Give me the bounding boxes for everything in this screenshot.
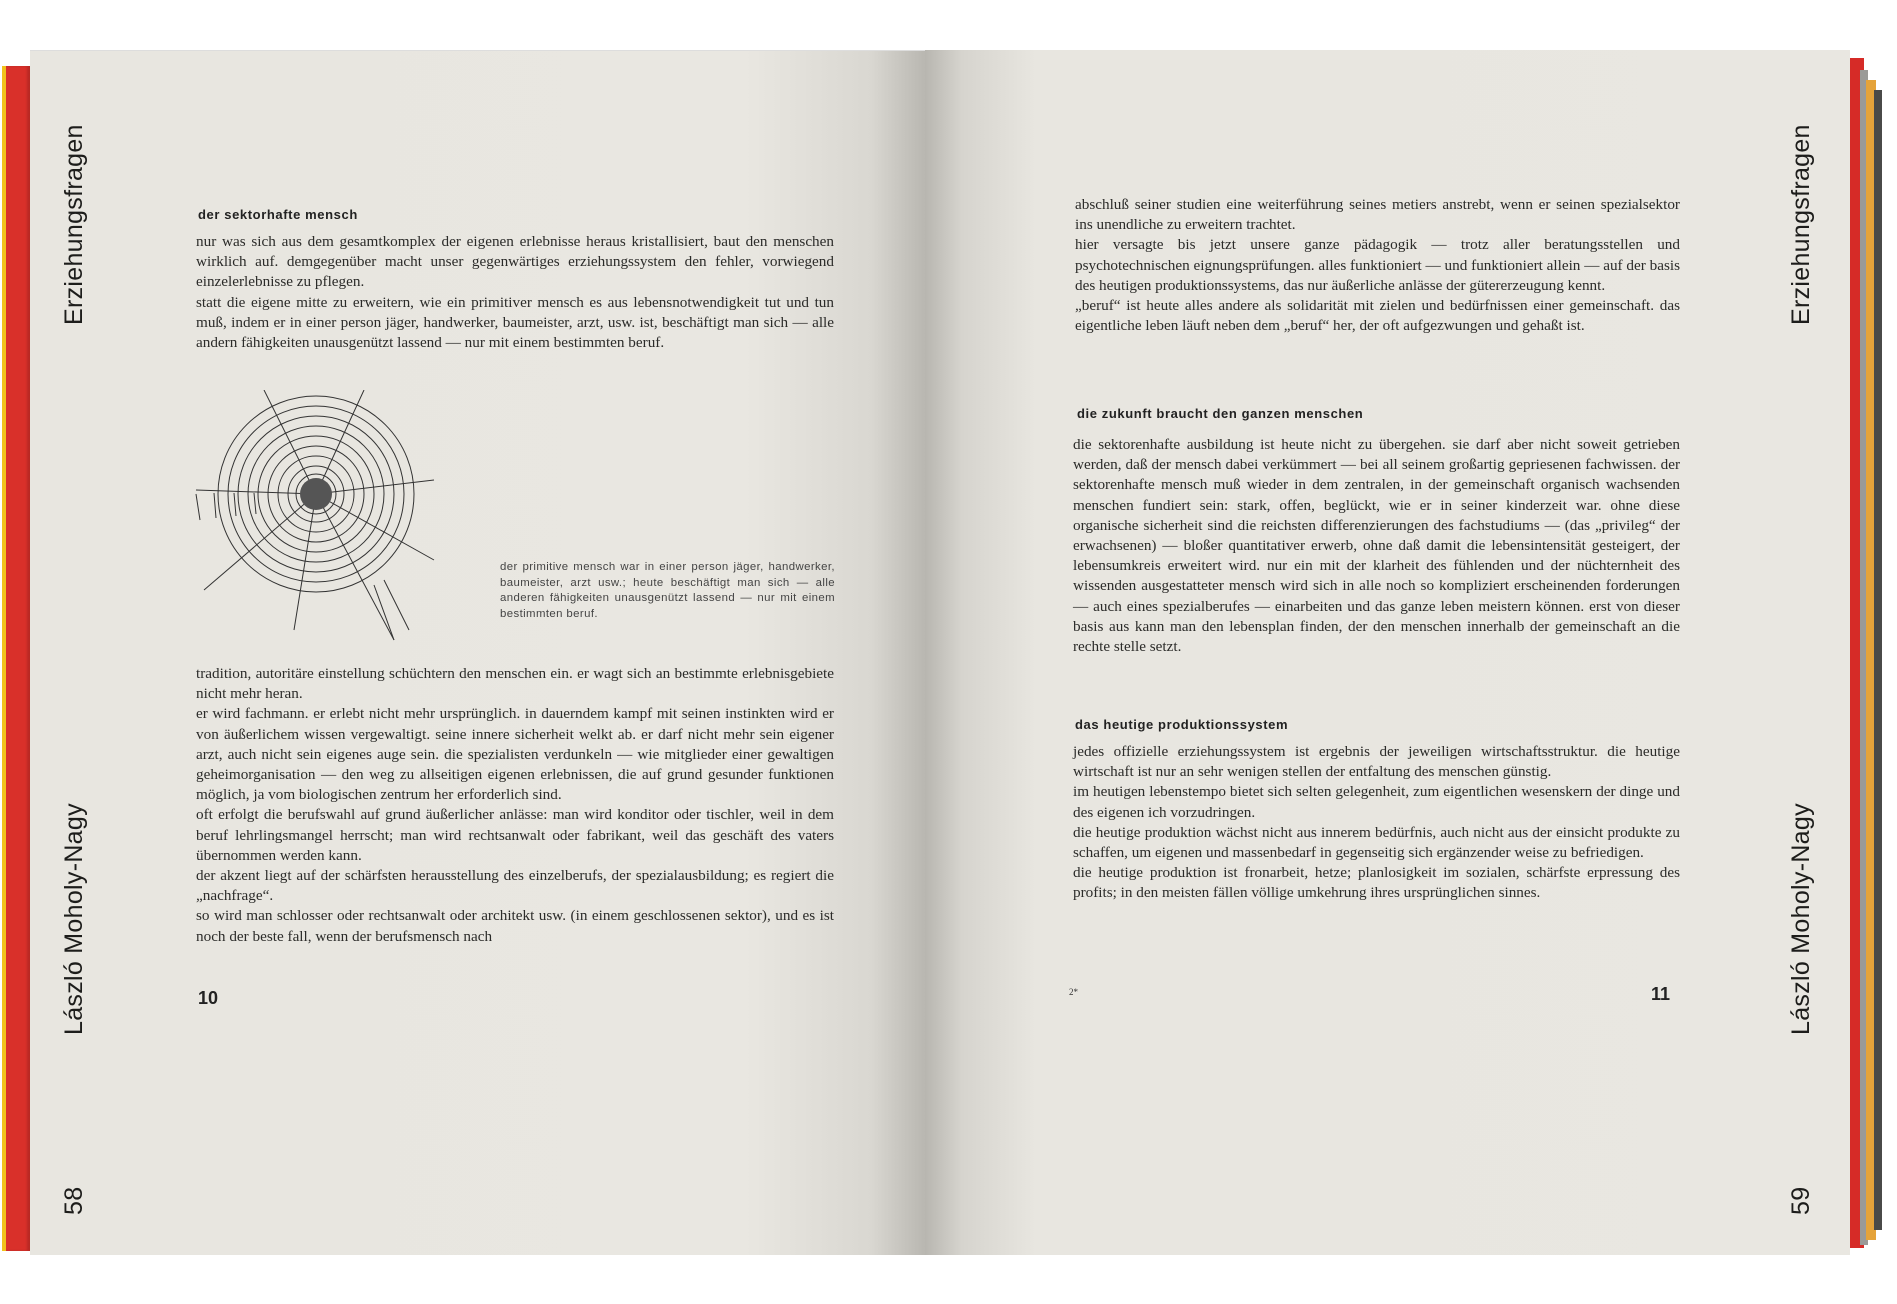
- paragraph: die heutige produktion ist fronarbeit, hetze; planlosigkeit im sozialen, schärfste erpressung des profits; in den meisten fällen völlige umkehrung ihres ursprünglichen sinnes.: [1073, 864, 1680, 902]
- book-page-number-right: 59: [1787, 1186, 1815, 1215]
- left-page: [30, 50, 925, 1255]
- folio-left: 10: [198, 988, 219, 1008]
- paragraph: der akzent liegt auf der schärfsten herausstellung des einzelberufs, der spezialausbildung; es regiert die „nachfrage“.: [196, 867, 834, 905]
- diagram-caption: der primitive mensch war in einer person jäger, handwerker, baumeister, arzt usw.; heute beschäftigt man sich — alle anderen fähigkeiten unausgenützt lassend — nur mit einem bestimmten beruf.: [500, 561, 835, 620]
- book-page-number-left: 58: [60, 1186, 88, 1215]
- paragraph: die heutige produktion wächst nicht aus innerem bedürfnis, auch nicht aus der einsicht produkte zu schaffen, um eigenen und massenbedarf in gegenseitig sich ergänzender weise zu befriedigen.: [1073, 823, 1680, 862]
- running-title-right: Erziehungsfragen: [1787, 124, 1815, 325]
- section-heading: das heutige produktionssystem: [1075, 717, 1289, 732]
- paragraph: die sektorenhafte ausbildung ist heute nicht zu übergehen. sie darf aber nicht soweit getrieben werden, daß der mensch dabei verkümmert — bei all seinem großartig gepriesenen fachwissen. der sektorenhafte mensch muß wieder in dem zentralen, in der gemeinschaft organisch wachsenden menschen fundiert sein: stark, offen, beglückt, wie er in seiner kinderzeit war. ohne diese organische sicherheit sind die reichsten differenzierungen des fachstudiums — (das „privileg“ der erwachsenen) — bloßer quantitativer erwerb, ohne daß damit die lebensintensität gesteigert, der lebensumkreis erweitert wird. nur ein mit der klarheit des fühlenden und der nüchternheit des wissenden ausgestatteter mensch wird sich in alle noch so kompliziert erscheinenden forderungen — auch eines spezialberufes — einarbeiten und das ganze leben meistern können. erst von dieser basis aus kann man den lebensplan finden, der den menschen innerhalb der gemeinschaft an die rechte stelle setzt.: [1073, 436, 1680, 656]
- paragraph-block: [1073, 742, 1680, 904]
- running-title-left: Erziehungsfragen: [60, 124, 88, 325]
- right-page: [925, 50, 1850, 1255]
- paragraph: nur was sich aus dem gesamtkomplex der eigenen erlebnisse heraus kristallisiert, baut den menschen wirklich auf. demgegenüber macht unser gegenwärtiges erziehungssystem den fehler, vorwiegend einzelerlebnisse zu pflegen.: [196, 233, 834, 291]
- paragraph: abschluß seiner studien eine weiterführung seines metiers anstrebt, wenn er seinen spezialsektor ins unendliche zu erweitern trachtet.: [1075, 196, 1680, 234]
- paragraph: statt die eigene mitte zu erweitern, wie ein primitiver mensch es aus lebensnotwendigkeit tut und tun muß, indem er in einer person jäger, handwerker, baumeister, arzt, usw. ist, beschäftigt man sich — alle andern fähigkeiten unausgenützt lassend — nur mit einem bestimmten beruf.: [196, 293, 834, 352]
- sector-diagram: [194, 390, 454, 650]
- section-heading: der sektorhafte mensch: [198, 207, 358, 222]
- folio-right: 11: [1651, 984, 1671, 1004]
- paragraph-block: [1075, 195, 1680, 336]
- paragraph: oft erfolgt die berufswahl auf grund äußerlicher anlässe: man wird konditor oder tischler, weil in dem beruf lehrlingsmangel herrscht; man wird rechtsanwalt oder fabrikant, weil das geschäft des vaters übernommen werden kann.: [196, 806, 834, 864]
- running-author-right: László Moholy-Nagy: [1787, 803, 1815, 1035]
- paragraph: „beruf“ ist heute alles andere als solidarität mit zielen und bedürfnissen einer gemeinschaft. das eigentliche leben läuft neben dem „beruf“ her, der oft aufgezwungen und gehaßt ist.: [1075, 297, 1680, 335]
- signature-mark: 2*: [1069, 987, 1078, 997]
- running-author-left: László Moholy-Nagy: [60, 803, 88, 1035]
- paragraph: jedes offizielle erziehungssystem ist ergebnis der jeweiligen wirtschaftsstruktur. die heutige wirtschaft ist nur an sehr wenigen stellen der entfaltung des menschen günstig.: [1073, 743, 1680, 781]
- left-edge-red: [6, 66, 30, 1251]
- paragraph: er wird fachmann. er erlebt nicht mehr ursprünglich. in dauerndem kampf mit seinen instinkten wird er von äußerlichem wissen vergewaltigt. seine innere sicherheit welkt ab. er darf nicht mehr sein eigener arzt, auch nicht sein eigenes auge sein. die spezialisten verdunkeln — wie mitglieder einer gewaltigen geheimorganisation — den weg zu allseitigen eigenen erlebnissen, die auf grund gesunder funktionen möglich, ja vom biologischen zentrum her erforderlich sind.: [196, 705, 834, 804]
- paragraph-block: [196, 232, 834, 353]
- paragraph-block: [1073, 435, 1680, 657]
- paragraph: so wird man schlosser oder rechtsanwalt oder architekt usw. (in einem geschlossenen sektor), und es ist noch der beste fall, wenn der berufsmensch nach: [196, 907, 834, 945]
- paragraph: im heutigen lebenstempo bietet sich selten gelegenheit, zum eigentlichen wesenskern der dinge und des eigenen ich vorzudringen.: [1073, 783, 1680, 821]
- right-edge-dark: [1874, 90, 1882, 1230]
- paragraph: tradition, autoritäre einstellung schüchtern den menschen ein. er wagt sich an bestimmte erlebnisgebiete nicht mehr heran.: [196, 665, 834, 703]
- section-heading: die zukunft braucht den ganzen menschen: [1077, 406, 1364, 421]
- paragraph: hier versagte bis jetzt unsere ganze pädagogik — trotz aller beratungsstellen und psychotechnischen eignungsprüfungen. alles funktioniert — und funktioniert allein — auf der basis des heutigen produktionssystems, das nur äußerliche anlässe der gütererzeugung kennt.: [1075, 236, 1680, 294]
- paragraph-block: [196, 664, 834, 947]
